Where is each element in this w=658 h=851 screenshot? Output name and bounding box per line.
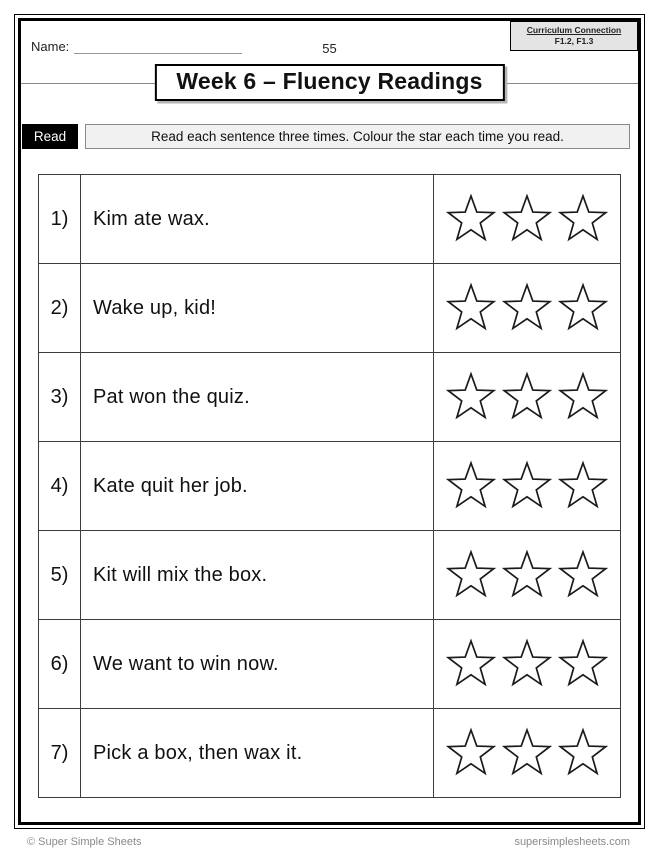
row-sentence: We want to win now. (81, 620, 434, 709)
table-row (39, 531, 621, 620)
worksheet-title: Week 6 – Fluency Readings (154, 64, 504, 101)
star-icon[interactable] (557, 460, 609, 512)
instruction-row (22, 124, 630, 149)
star-icon[interactable] (557, 282, 609, 334)
star-icon[interactable] (557, 549, 609, 601)
star-icon[interactable] (445, 371, 497, 423)
table-row (39, 442, 621, 531)
footer-website: supersimplesheets.com (514, 836, 630, 848)
row-sentence: Pat won the quiz. (81, 353, 434, 442)
star-icon[interactable] (557, 727, 609, 779)
table-row (39, 353, 621, 442)
star-icon[interactable] (557, 371, 609, 423)
star-icon[interactable] (501, 638, 553, 690)
row-number: 1) (39, 175, 81, 264)
star-icon[interactable] (445, 727, 497, 779)
star-icon[interactable] (445, 282, 497, 334)
star-icon[interactable] (501, 549, 553, 601)
star-icon[interactable] (501, 371, 553, 423)
curriculum-title: Curriculum Connection (526, 25, 622, 35)
star-icon[interactable] (445, 638, 497, 690)
curriculum-codes: F1.2, F1.3 (554, 36, 594, 46)
row-sentence: Kate quit her job. (81, 442, 434, 531)
row-stars (434, 531, 621, 620)
footer-copyright: © Super Simple Sheets (27, 836, 142, 848)
row-sentence: Wake up, kid! (81, 264, 434, 353)
star-icon[interactable] (501, 282, 553, 334)
title-band (21, 66, 638, 108)
row-stars (434, 264, 621, 353)
row-stars (434, 709, 621, 798)
table-row (39, 620, 621, 709)
page-frame-inner (18, 18, 641, 825)
row-stars (434, 620, 621, 709)
star-icon[interactable] (445, 193, 497, 245)
star-icon[interactable] (557, 193, 609, 245)
row-number: 5) (39, 531, 81, 620)
page-frame-outer (14, 14, 645, 829)
read-badge: Read (22, 124, 78, 149)
row-sentence: Kit will mix the box. (81, 531, 434, 620)
table-row (39, 264, 621, 353)
star-icon[interactable] (445, 549, 497, 601)
star-icon[interactable] (557, 638, 609, 690)
row-number: 2) (39, 264, 81, 353)
row-stars (434, 175, 621, 264)
readings-table (38, 174, 621, 798)
page-number: 55 (322, 41, 337, 56)
row-stars (434, 353, 621, 442)
row-sentence: Pick a box, then wax it. (81, 709, 434, 798)
worksheet-header (21, 21, 638, 66)
star-icon[interactable] (501, 727, 553, 779)
row-number: 3) (39, 353, 81, 442)
row-number: 4) (39, 442, 81, 531)
curriculum-connection-box (510, 21, 638, 51)
instruction-text: Read each sentence three times. Colour the star each time you read. (85, 124, 630, 149)
star-icon[interactable] (501, 460, 553, 512)
star-icon[interactable] (501, 193, 553, 245)
reading-table-body (39, 175, 621, 798)
name-label: Name: (31, 39, 70, 54)
table-row (39, 709, 621, 798)
row-stars (434, 442, 621, 531)
table-row (39, 175, 621, 264)
row-sentence: Kim ate wax. (81, 175, 434, 264)
star-icon[interactable] (445, 460, 497, 512)
page-footer (27, 836, 630, 848)
row-number: 6) (39, 620, 81, 709)
row-number: 7) (39, 709, 81, 798)
